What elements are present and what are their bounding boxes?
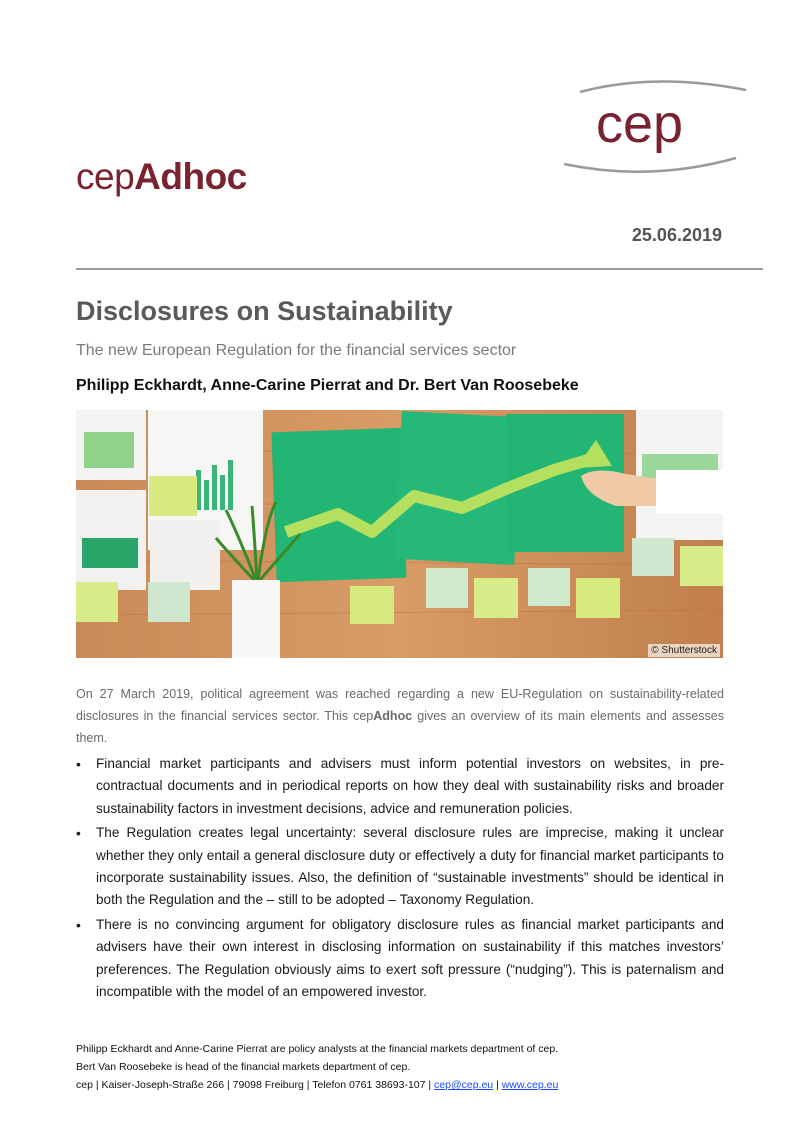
publication-date: 25.06.2019 xyxy=(631,225,722,245)
intro-text-end: gives an overview of its main elements and assesses them. xyxy=(76,709,724,745)
brand-prefix: cep xyxy=(76,156,135,197)
key-point-text: Financial market participants and advisers must inform potential investors on websites, in pre-contractual documents and in periodical reports on how they deal with sustainability risks and broader sustainability factors in investment decisions, advice and remuneration policies. xyxy=(96,756,724,816)
footer-line-head: Bert Van Roosebeke is head of the financial markets department of cep. xyxy=(76,1061,411,1073)
key-point xyxy=(76,753,724,820)
article-authors: Philipp Eckhardt, Anne-Carine Pierrat and Dr. Bert Van Roosebeke xyxy=(76,377,579,394)
intro-paragraph xyxy=(76,683,724,749)
article-title: Disclosures on Sustainability xyxy=(76,296,453,326)
bullet-icon: • xyxy=(76,825,81,842)
footer-line-contact xyxy=(76,1076,558,1094)
key-points-list xyxy=(76,753,724,1005)
key-point xyxy=(76,914,724,1004)
footer-line-authors: Philipp Eckhardt and Anne-Carine Pierrat are policy analysts at the financial markets department of cep. xyxy=(76,1043,559,1055)
page-footer xyxy=(76,1040,558,1094)
bullet-icon: • xyxy=(76,756,81,772)
website-link[interactable]: www.cep.eu xyxy=(501,1079,559,1091)
brand-suffix: Adhoc xyxy=(134,156,247,197)
email-link[interactable]: cep@cep.eu xyxy=(434,1079,494,1091)
cover-photo xyxy=(76,410,723,658)
bullet-icon: • xyxy=(76,916,81,933)
article-subtitle: The new European Regulation for the financial services sector xyxy=(76,342,517,359)
image-credit: © Shutterstock xyxy=(648,644,720,657)
intro-text-start: On 27 March 2019, political agreement was reached regarding a new EU-Regulation on sustainability-related disclosures in the financial services sector. This cep xyxy=(76,687,724,723)
footer-address: cep | Kaiser-Joseph-Straße 266 | 79098 Freiburg | Telefon 0761 38693-107 | xyxy=(76,1079,435,1091)
publication-brand xyxy=(76,158,247,195)
key-point xyxy=(76,822,724,912)
cep-logo xyxy=(560,78,750,178)
header-divider xyxy=(76,268,763,270)
key-point-text: There is no convincing argument for obligatory disclosure rules as financial market participants and advisers have their own interest in disclosing information on sustainability if this matches investors’ preferences. The Regulation obviously aims to exert soft pressure (“nudging”). This is paternalism and incompatible with the model of an empowered investor. xyxy=(96,916,724,1000)
key-point-text: The Regulation creates legal uncertainty: several disclosure rules are imprecise, making it unclear whether they only entail a general disclosure duty or effectively a duty for financial market participants to incorporate sustainability issues. Also, the definition of “sustainable investments” should be identical in both the Regulation and the – still to be adopted – Taxonomy Regulation. xyxy=(96,825,724,908)
intro-brand: Adhoc xyxy=(373,709,413,723)
logo-text: cep xyxy=(596,94,684,154)
footer-separator: | xyxy=(493,1079,502,1091)
